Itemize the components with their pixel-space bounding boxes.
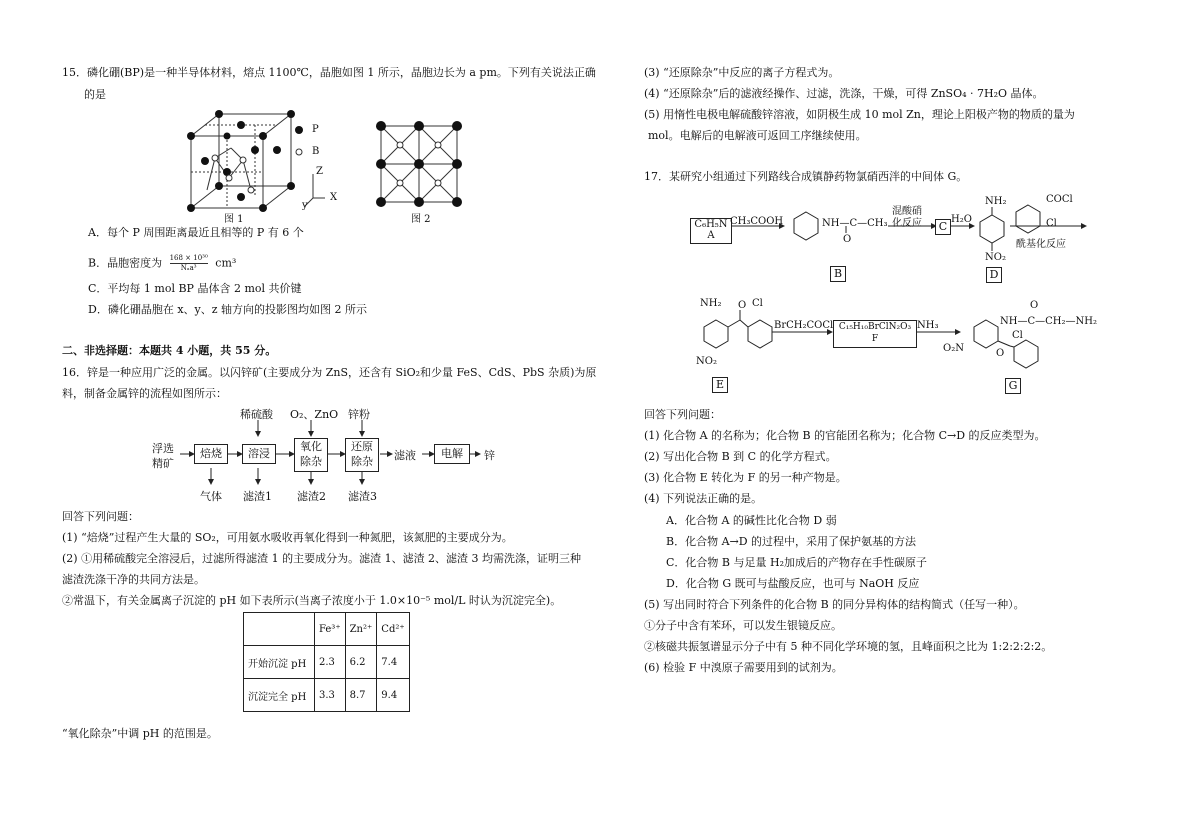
table-header-cell: Fe³⁺ <box>315 613 346 646</box>
q15-option-b <box>88 254 236 273</box>
q16-part-5b: mol。电解后的电解液可返回工序继续使用。 <box>648 129 867 142</box>
q16-part-1: (1) “焙烧”过程产生大量的 SO₂，可用氨水吸收再氧化得到一种氮肥，该氮肥的主要成分为。 <box>62 531 513 544</box>
q16-part-2c: ②常温下，有关金属离子沉淀的 pH 如下表所示(当离子浓度小于 1.0×10⁻⁵ mol/L 时认为沉淀完全)。 <box>62 594 562 607</box>
q17-condition-2: ②核磁共振氢谱显示分子中有 5 种不同化学环境的氢，且峰面积之比为 1:2:2:2:2。 <box>644 640 1053 653</box>
q15-option-d: D．磷化硼晶胞在 x、y、z 轴方向的投影图均如图 2 所示 <box>88 303 368 316</box>
q16-part-2d: “氧化除杂”中调 pH 的范围是。 <box>62 727 218 740</box>
ph-table <box>243 612 410 712</box>
compound-d-nh2: NH₂ <box>985 196 1007 207</box>
flow-oxidation-box <box>294 438 328 472</box>
flow-start-line2: 精矿 <box>152 457 174 470</box>
compound-a-box <box>690 218 732 244</box>
q17-part-6: (6) 检验 F 中溴原子需要用到的试剂为。 <box>644 661 843 674</box>
q16-part-3: (3) “还原除杂”中反应的离子方程式为。 <box>644 66 840 79</box>
table-cell: 6.2 <box>345 646 377 679</box>
compound-b-chain: NH—C—CH₃ <box>822 218 888 229</box>
axis-y-label: y <box>302 200 308 211</box>
compound-f-label: F <box>871 334 879 344</box>
table-cell: 7.4 <box>377 646 409 679</box>
compound-g-label: G <box>1005 378 1021 394</box>
figure-2-caption: 图 2 <box>411 214 431 225</box>
acylation-step: 酰基化反应 <box>1016 239 1066 250</box>
density-denominator: Nₐa³ <box>180 264 197 272</box>
compound-e-label: E <box>712 377 728 393</box>
oxidation-label-1: 氧化 <box>300 440 322 453</box>
compound-g-ketone-o: O <box>996 348 1005 359</box>
q16-part-2a: (2) ①用稀硫酸完全溶浸后，过滤所得滤渣 1 的主要成分为。滤渣 1、滤渣 2、滤渣 3 均需洗涤，证明三种 <box>62 552 582 565</box>
q17-answer-intro: 回答下列问题： <box>644 408 721 421</box>
table-header-cell: Cd²⁺ <box>377 613 409 646</box>
table-cell: 沉淀完全 pH <box>244 679 315 712</box>
q17-option-b: B．化合物 A→D 的过程中，采用了保护氨基的方法 <box>666 535 917 548</box>
q17-part-5: (5) 写出同时符合下列条件的化合物 B 的同分异构体的结构简式（任写一种）。 <box>644 598 1025 611</box>
acetic-acid-reagent: CH₃COOH <box>730 216 784 227</box>
figure-1-caption: 图 1 <box>224 214 244 225</box>
flow-electrolysis-box: 电解 <box>434 444 470 464</box>
legend-b-label: B <box>312 146 320 157</box>
q15-option-a: A．每个 P 周围距离最近且相等的 P 有 6 个 <box>88 226 304 239</box>
reduction-label-2: 除杂 <box>351 455 373 468</box>
nitration-step-line1: 混酸硝 <box>892 206 922 217</box>
oxidation-label-2: 除杂 <box>300 455 322 468</box>
compound-a-formula: C₆H₅N <box>694 219 728 230</box>
legend-p-label: P <box>312 124 319 135</box>
table-cell: 9.4 <box>377 679 409 712</box>
q15-stem-line1: 15．磷化硼(BP)是一种半导体材料，熔点 1100℃，晶胞如图 1 所示，晶胞边长为 a pm。下列有关说法正确 <box>62 66 596 79</box>
flow-residue-1: 滤渣1 <box>243 490 272 503</box>
axis-x-label: X <box>330 192 338 203</box>
table-cell: 2.3 <box>315 646 346 679</box>
flow-zinc-product: 锌 <box>484 449 495 462</box>
ammonia-reagent: NH₃ <box>917 320 939 331</box>
q16-part-4: (4) “还原除杂”后的滤液经操作、过滤，洗涤，干燥，可得 ZnSO₄ · 7H₂O 晶体。 <box>644 87 1044 100</box>
unit-cell-figure-1 <box>185 108 345 220</box>
compound-g-amide-o: O <box>1030 300 1039 311</box>
flow-residue-3: 滤渣3 <box>348 490 377 503</box>
q17-part-3: (3) 化合物 E 转化为 F 的另一种产物是。 <box>644 471 847 484</box>
water-reagent: H₂O <box>951 214 972 225</box>
reduction-label-1: 还原 <box>351 440 373 453</box>
bromoacetyl-chloride-reagent: BrCH₂COCl <box>774 320 834 331</box>
compound-e-no2: NO₂ <box>696 356 717 367</box>
q17-condition-1: ①分子中含有苯环，可以发生银镜反应。 <box>644 619 842 632</box>
flow-residue-2: 滤渣2 <box>297 490 326 503</box>
q16-stem-line1: 16．锌是一种应用广泛的金属。以闪锌矿(主要成分为 ZnS，还含有 SiO₂和少量 FeS、CdS、PbS 杂质)为原 <box>62 366 597 379</box>
table-cell: 开始沉淀 pH <box>244 646 315 679</box>
q16-part-2b: 滤渣洗涤干净的共同方法是。 <box>62 573 205 586</box>
table-header-cell: Zn²⁺ <box>345 613 377 646</box>
flow-reduction-box <box>345 438 379 472</box>
flow-zinc-powder: 锌粉 <box>348 408 370 421</box>
table-cell: 8.7 <box>345 679 377 712</box>
axis-z-label: Z <box>316 166 323 177</box>
compound-e-cl: Cl <box>752 298 763 309</box>
flow-o2-zno: O₂、ZnO <box>290 408 339 421</box>
q17-option-d: D．化合物 G 既可与盐酸反应，也可与 NaOH 反应 <box>666 577 920 590</box>
option-b-prefix: B．晶胞密度为 <box>88 256 163 270</box>
q17-part-1: (1) 化合物 A 的名称为；化合物 B 的官能团名称为；化合物 C→D 的反应类型为。 <box>644 429 1046 442</box>
compound-e-carbonyl-o: O <box>738 300 747 311</box>
q17-option-c: C．化合物 B 与足量 H₂加成后的产物存在手性碳原子 <box>666 556 927 569</box>
flow-dilute-acid: 稀硫酸 <box>240 408 273 421</box>
q15-option-c: C．平均每 1 mol BP 晶体含 2 mol 共价键 <box>88 282 302 295</box>
benzoyl-chloride-cl: Cl <box>1046 218 1057 229</box>
q17-option-a: A．化合物 A 的碱性比化合物 D 弱 <box>666 514 837 527</box>
table-row <box>244 646 410 679</box>
flow-roast-box: 焙烧 <box>194 444 228 464</box>
table-header-cell <box>244 613 315 646</box>
table-cell: 3.3 <box>315 679 346 712</box>
projection-figure-2 <box>375 120 465 210</box>
density-unit: cm³ <box>215 256 237 270</box>
nitration-step-line2: 化反应 <box>892 218 922 229</box>
table-row <box>244 679 410 712</box>
compound-g-chain: NH—C—CH₂—NH₂ <box>1000 316 1097 327</box>
compound-d-no2: NO₂ <box>985 252 1006 263</box>
flow-gas: 气体 <box>200 490 222 503</box>
q17-part-4: (4) 下列说法正确的是。 <box>644 492 763 505</box>
compound-d-label: D <box>986 267 1002 283</box>
q16-stem-line2: 料，制备金属锌的流程如图所示： <box>62 387 227 400</box>
q16-part-5a: (5) 用惰性电极电解硫酸锌溶液，如阴极生成 10 mol Zn，理论上阳极产物的物质的量为 <box>644 108 1075 121</box>
compound-b-carbonyl-o: O <box>843 234 852 245</box>
flow-start-line1: 浮选 <box>152 442 174 455</box>
compound-g-no2: O₂N <box>943 343 964 354</box>
compound-b-label: B <box>830 266 846 282</box>
q17-stem: 17．某研究小组通过下列路线合成镇静药物氯硝西泮的中间体 G。 <box>644 170 968 183</box>
q15-stem-line2: 的是 <box>84 88 106 101</box>
section-2-heading: 二、非选择题：本题共 4 小题，共 55 分。 <box>62 344 277 357</box>
compound-f-formula: C₁₅H₁₀BrClN₂O₃ <box>838 322 912 332</box>
compound-a-label: A <box>707 230 715 241</box>
flow-filtrate: 滤液 <box>394 449 416 462</box>
q17-part-2: (2) 写出化合物 B 到 C 的化学方程式。 <box>644 450 837 463</box>
density-numerator: 168 × 10³⁰ <box>169 254 208 262</box>
compound-e-nh2: NH₂ <box>700 298 722 309</box>
flow-leach-box: 溶浸 <box>242 444 276 464</box>
compound-c-label: C <box>935 219 951 235</box>
q16-answer-intro: 回答下列问题： <box>62 510 139 523</box>
benzoyl-chloride-cocl: COCl <box>1046 194 1073 205</box>
compound-f-box <box>833 320 917 348</box>
compound-g-cl: Cl <box>1012 330 1023 341</box>
table-header-row <box>244 613 410 646</box>
